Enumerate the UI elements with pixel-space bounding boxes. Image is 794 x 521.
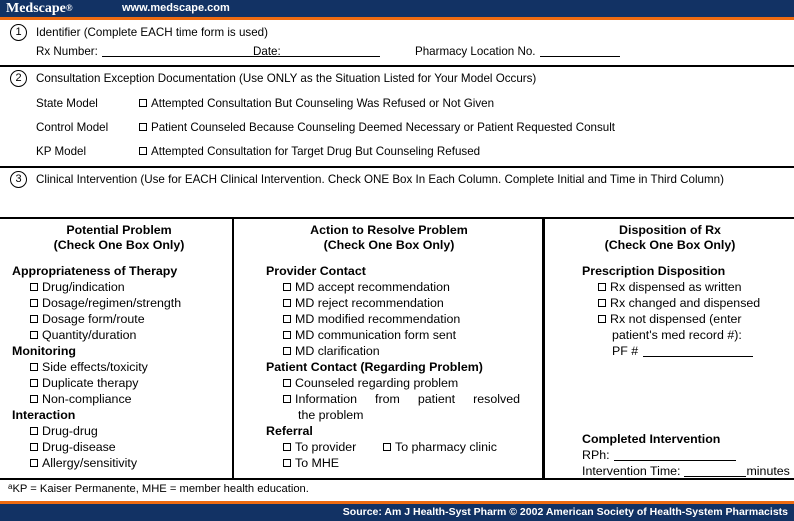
column-3-title-line1: Disposition of Rx [619,223,721,237]
checkbox-icon[interactable] [30,379,38,387]
step-number-3: 3 [10,171,27,188]
checkbox-icon[interactable] [30,363,38,371]
state-model-option[interactable]: Attempted Consultation But Counseling Was Refused or Not Given [139,97,494,111]
date-input[interactable] [285,46,380,57]
checkbox-rx-not-dispensed[interactable]: Rx not dispensed (enter [598,312,742,327]
pf-number-input[interactable] [643,346,753,357]
checkbox-icon[interactable] [598,315,606,323]
checkbox-information-from-patient-resolved[interactable]: Information from patient resolved [283,392,520,407]
column-2-title-line2: (Check One Box Only) [323,238,455,252]
checkbox-rx-dispensed-as-written[interactable]: Rx dispensed as written [598,280,742,295]
footnote-marker: a [8,482,13,491]
divider-1 [0,65,794,67]
checkbox-md-reject-recommendation[interactable]: MD reject recommendation [283,296,444,311]
checkbox-icon[interactable] [283,379,291,387]
checkbox-quantity-duration[interactable]: Quantity/duration [30,328,136,343]
checkbox-md-communication-form-sent[interactable]: MD communication form sent [283,328,456,343]
form-sheet [0,20,794,501]
checkbox-icon[interactable] [283,459,291,467]
checkbox-icon[interactable] [30,331,38,339]
checkbox-drug-disease[interactable]: Drug-disease [30,440,116,455]
checkbox-icon[interactable] [598,283,606,291]
checkbox-icon[interactable] [598,299,606,307]
checkbox-dosage-form-route[interactable]: Dosage form/route [30,312,145,327]
column-divider-1 [232,218,234,479]
kp-model-label: KP Model [36,145,87,158]
checkbox-icon[interactable] [283,315,291,323]
pf-number-field: PF # [612,344,753,359]
medscape-url: www.medscape.com [122,2,230,14]
checkbox-side-effects-toxicity[interactable]: Side effects/toxicity [30,360,148,375]
checkbox-md-modified-recommendation[interactable]: MD modified recommendation [283,312,460,327]
checkbox-drug-indication[interactable]: Drug/indication [30,280,125,295]
checkbox-icon[interactable] [30,315,38,323]
medscape-header-bar [0,0,794,17]
step-number-2: 2 [10,70,27,87]
column-3-title-line2: (Check One Box Only) [604,238,736,252]
control-model-checkbox[interactable] [139,123,147,131]
group-provider-contact: Provider Contact [266,264,366,278]
checkbox-icon[interactable] [30,443,38,451]
checkbox-icon[interactable] [30,395,38,403]
brand-text: Medscape [6,1,66,16]
control-model-option[interactable]: Patient Counseled Because Counseling Deemed Necessary or Patient Requested Consult [139,121,615,135]
checkbox-to-mhe[interactable]: To MHE [283,456,339,471]
group-referral: Referral [266,424,313,438]
section-3-title: Clinical Intervention (Use for EACH Clinical Intervention. Check ONE Box In Each Column. Complete Initial and Time in Third Column) [36,173,724,186]
checkbox-md-clarification[interactable]: MD clarification [283,344,380,359]
column-2-title [240,223,538,253]
checkbox-md-accept-recommendation[interactable]: MD accept recommendation [283,280,450,295]
checkbox-to-provider[interactable]: To provider [283,440,356,455]
checkbox-counseled-regarding-problem[interactable]: Counseled regarding problem [283,376,458,391]
checkbox-icon[interactable] [283,443,291,451]
intervention-time-input[interactable] [684,466,746,477]
rph-field: RPh: [582,448,736,463]
registered-mark-icon: ® [65,3,73,13]
checkbox-icon[interactable] [283,347,291,355]
column-2-title-line1: Action to Resolve Problem [310,223,468,237]
section-2-title: Consultation Exception Documentation (Use ONLY as the Situation Listed for Your Model Occurs) [36,72,537,85]
state-model-label: State Model [36,97,98,110]
column-1-title [8,223,230,253]
footnote [8,480,309,496]
kp-model-option[interactable]: Attempted Consultation for Target Drug But Counseling Refused [139,145,480,159]
column-divider-2 [542,218,545,479]
group-patient-contact: Patient Contact (Regarding Problem) [266,360,483,374]
rx-number-label: Rx Number: [36,45,287,59]
step-number-1: 1 [10,24,27,41]
group-appropriateness-of-therapy: Appropriateness of Therapy [12,264,178,278]
intervention-time-field: Intervention Time: minutes [582,464,790,478]
checkbox-drug-drug[interactable]: Drug-drug [30,424,98,439]
column-1-title-line2: (Check One Box Only) [53,238,185,252]
checkbox-to-pharmacy-clinic[interactable]: To pharmacy clinic [383,440,497,455]
rx-not-dispensed-continuation: patient's med record #): [612,328,742,342]
kp-model-checkbox[interactable] [139,147,147,155]
checkbox-information-continuation: the problem [298,408,364,422]
control-model-label: Control Model [36,121,109,134]
footnote-text: KP = Kaiser Permanente, MHE = member health education. [12,483,309,495]
group-completed-intervention: Completed Intervention [582,432,721,446]
checkbox-allergy-sensitivity[interactable]: Allergy/sensitivity [30,456,137,471]
source-citation: Source: Am J Health-Syst Pharm © 2002 American Society of Health-System Pharmacists [342,506,788,518]
divider-3 [0,217,794,219]
pharmacy-location-label: Pharmacy Location No. [415,45,620,59]
checkbox-icon[interactable] [30,299,38,307]
checkbox-icon[interactable] [283,331,291,339]
medscape-logo [6,0,73,17]
rph-input[interactable] [614,450,736,461]
state-model-checkbox[interactable] [139,99,147,107]
checkbox-non-compliance[interactable]: Non-compliance [30,392,132,407]
checkbox-icon[interactable] [283,395,291,403]
checkbox-dosage-regimen-strength[interactable]: Dosage/regimen/strength [30,296,181,311]
checkbox-icon[interactable] [30,459,38,467]
divider-2 [0,166,794,168]
checkbox-icon[interactable] [383,443,391,451]
group-prescription-disposition: Prescription Disposition [582,264,726,278]
group-monitoring: Monitoring [12,344,76,358]
group-interaction: Interaction [12,408,76,422]
checkbox-rx-changed-and-dispensed[interactable]: Rx changed and dispensed [598,296,760,311]
checkbox-icon[interactable] [30,283,38,291]
column-1-title-line1: Potential Problem [66,223,172,237]
footer-bar [0,504,794,521]
column-3-title [550,223,790,253]
checkbox-duplicate-therapy[interactable]: Duplicate therapy [30,376,138,391]
section-1-title: Identifier (Complete EACH time form is used) [36,26,268,39]
date-label: Date: [253,45,380,59]
checkbox-icon[interactable] [30,427,38,435]
checkbox-icon[interactable] [283,299,291,307]
pharmacy-location-input[interactable] [540,46,620,57]
checkbox-icon[interactable] [283,283,291,291]
